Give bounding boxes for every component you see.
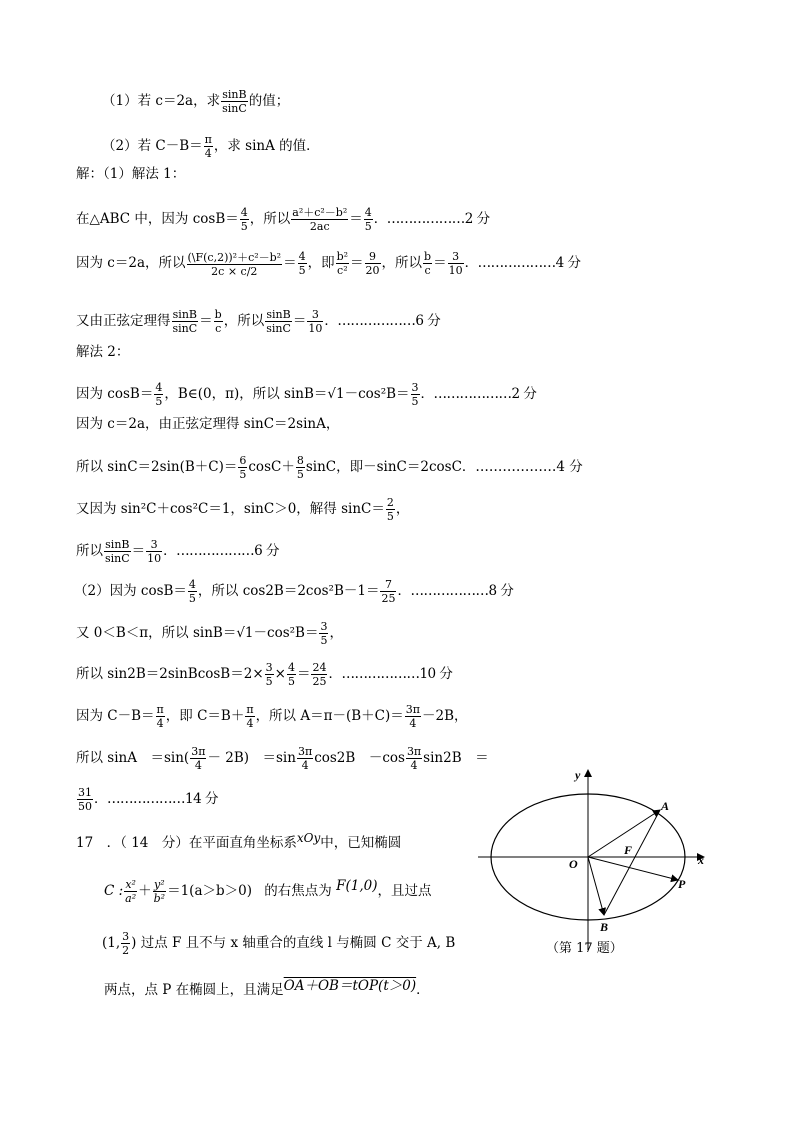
- chord-ab: [604, 810, 660, 915]
- label-y: y: [575, 768, 581, 782]
- q1-text: （1）若 c＝2a，求: [102, 93, 221, 109]
- solution-line-13: 所以 sinA ＝sin( $\frac{3\pi}{4}$ － 2B) ＝sin $\frac{3\pi}{4}$ cos2B －cos $\frac{3\pi}{4}$ sin2B ＝: [76, 745, 489, 772]
- solution-line-6: 所以 sinC＝2sin(B＋C)＝ $\frac{6}{5}$ cosC＋ $\frac{8}{5}$ sinC，即－sinC＝2cosC．………………4 分: [76, 454, 583, 481]
- question-2: [102, 133, 320, 160]
- q2-post: ，求 sinA 的值．: [213, 138, 320, 154]
- question-1: [102, 88, 289, 115]
- fraction: $\frac{\sin B}{\sin C}$: [222, 88, 247, 115]
- problem-17-line-3: (1, $\frac{3}{2}$ ) 过点 F 且不与 x 轴重合的直线 l 与椭圆 C 交于 A, B: [102, 930, 456, 957]
- q1-post: 的值；: [248, 93, 290, 109]
- solution-line-10: 又 0＜B＜π，所以 sinB＝√1－cos²B＝ $\frac{3}{5}$ ，: [76, 620, 343, 647]
- solution-2-heading: 解法 2：: [76, 344, 130, 360]
- solution-line-8: 所以 $\frac{\sin B}{\sin C}$ ＝ $\frac{3}{10}$ ．………………6 分: [76, 538, 280, 565]
- problem-17-line-4: 两点，点 P 在椭圆上，且满足OA＋OB＝tOP(t＞0)．: [104, 978, 430, 998]
- solution-line-3: 又由正弦定理得 $\frac{\sin B}{\sin C}$ ＝ $\frac{b}{c}$ ，所以 $\frac{\sin B}{\sin C}$ ＝ $\frac{3}{10}$ ．………………6 分: [76, 308, 441, 335]
- solution-line-7: 又因为 sin²C＋cos²C＝1，sinC＞0，解得 sinC＝ $\frac{2}{5}$ ，: [76, 496, 410, 523]
- label-x: x: [698, 853, 704, 867]
- solution-line-11: 所以 sin2B＝2sinBcosB＝2× $\frac{3}{5}$ × $\frac{4}{5}$ ＝ $\frac{24}{25}$ ．………………10 分: [76, 661, 453, 688]
- solution-line-5: 因为 c＝2a，由正弦定理得 sinC＝2sinA，: [76, 416, 340, 432]
- label-o: O: [569, 857, 578, 871]
- figure-caption: （第 17 题）: [546, 941, 623, 956]
- solution-line-12: 因为 C－B＝ $\frac{\pi}{4}$ ，即 C＝B＋ $\frac{\pi}{4}$ ，所以 A＝π－(B＋C)＝ $\frac{3\pi}{4}$ －2B，: [76, 703, 468, 730]
- vector-ob: [588, 857, 604, 915]
- problem-17-line-2: C : $\frac{\text{x²}}{\text{a²}}$ ＋ $\frac{\text{y²}}{\text{b²}}$ ＝1(a＞b＞0) 的右焦点为 F(1,0)，且过点: [104, 878, 432, 905]
- label-p: P: [678, 877, 686, 891]
- solution-line-9: （2）因为 cosB＝ $\frac{4}{5}$ ，所以 cos2B＝2cos²B－1＝ $\frac{7}{25}$ ．………………8 分: [74, 578, 514, 605]
- solution-line-14: $\frac{31}{50}$ ．………………14 分: [78, 786, 218, 813]
- label-f: F: [624, 843, 633, 857]
- label-b: B: [600, 920, 609, 934]
- label-a: A: [661, 799, 670, 813]
- solution-heading: 解：（1）解法 1：: [76, 166, 186, 182]
- solution-line-4: 因为 cosB＝ $\frac{4}{5}$ ，B∈(0，π)，所以 sinB＝√1－cos²B＝ $\frac{3}{5}$ ．………………2 分: [76, 381, 537, 408]
- q2-text: （2）若 C－B＝: [102, 138, 203, 154]
- problem-17-line-1: 17 ．（ 14 分）在平面直角坐标系xOy中，已知椭圆: [76, 831, 402, 851]
- fraction: $\frac{\pi}{4}$: [204, 133, 212, 160]
- ellipse-figure: [474, 760, 714, 960]
- solution-line-1: 在△ABC 中，因为 cosB＝ $\frac{4}{5}$ ，所以 $\frac{\text{a²＋c²－b²}}{2ac}$ ＝ $\frac{4}{5}$ ．………………2 分: [76, 206, 490, 233]
- solution-line-2: 因为 c＝2a，所以 $\frac{\text{(\textbackslash{}F(c,2))²＋c²－b²}}{2c \times c/2}$ ＝ $\frac{4}{5}$ ，即 $\frac{\text{b²}}{\text{c²}}$ ＝ $\frac{9}{20}$ ，所以 $\frac{b}{c}$ ＝ $\frac{3}{10}$ ．………………4 分: [76, 250, 581, 278]
